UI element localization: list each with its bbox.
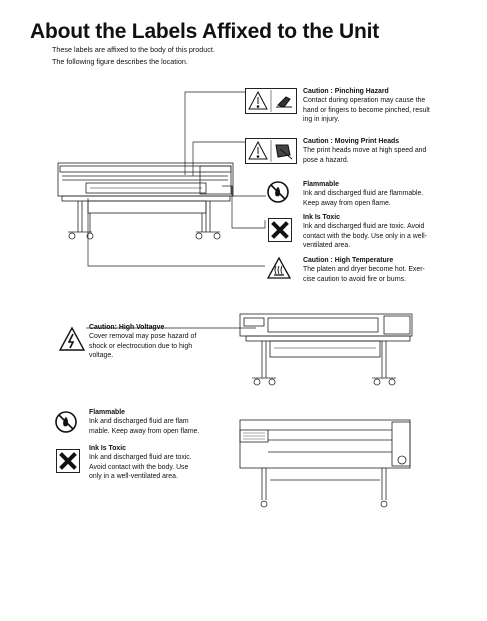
page-title: About the Labels Affixed to the Unit bbox=[30, 20, 380, 43]
label-line: Cover removal may pose hazard of bbox=[89, 333, 197, 341]
label-heading: Ink Is Toxic bbox=[303, 214, 341, 221]
label-heading: Caution : Pinching Hazard bbox=[303, 88, 389, 95]
label-line: Ink and discharged fluid are toxic. Avoid bbox=[303, 223, 425, 231]
moving-heads-icon bbox=[245, 138, 297, 164]
label-high-voltage bbox=[89, 323, 196, 360]
label-line: The print heads move at high speed and bbox=[303, 147, 427, 155]
printer-front-view bbox=[58, 163, 233, 239]
label-line: cise caution to avoid fire or burns. bbox=[303, 275, 407, 283]
label-line: Ink and discharged fluid are flammable. bbox=[303, 190, 424, 198]
label-line: pose a hazard. bbox=[303, 156, 349, 164]
label-line: only in a well-ventilated area. bbox=[89, 472, 178, 480]
label-line: Keep away from open flame. bbox=[303, 199, 391, 207]
label-heading: Ink Is Toxic bbox=[89, 445, 127, 452]
label-ink-is-toxic bbox=[303, 213, 427, 250]
label-line: mable. Keep away from open flame. bbox=[89, 427, 200, 435]
label-line: shock or electrocution due to high bbox=[89, 342, 193, 350]
label-pinching-hazard bbox=[303, 87, 430, 124]
high-temperature-icon bbox=[266, 256, 292, 280]
intro-line-2: The following figure describes the location. bbox=[52, 57, 188, 66]
toxic-x-icon bbox=[268, 218, 292, 242]
toxic-x-icon-bottom bbox=[56, 449, 80, 473]
high-voltage-icon bbox=[58, 326, 86, 352]
label-line: voltage. bbox=[89, 351, 114, 359]
label-line: ing in injury. bbox=[303, 115, 340, 123]
printer-rear-view bbox=[240, 420, 410, 507]
label-flammable-bottom bbox=[89, 408, 199, 436]
label-heading: Caution : Moving Print Heads bbox=[303, 138, 400, 145]
label-line: Ink and discharged fluid are flam bbox=[89, 418, 189, 426]
label-heading: Caution : High Temperature bbox=[303, 257, 394, 264]
no-flame-icon-bottom bbox=[54, 410, 78, 434]
label-ink-is-toxic-bottom bbox=[89, 444, 192, 481]
label-heading: Caution: High Voltagve bbox=[89, 324, 165, 331]
label-flammable bbox=[303, 180, 423, 208]
label-line: Contact during operation may cause the bbox=[303, 97, 426, 105]
printer-back-view bbox=[240, 314, 412, 385]
label-line: Ink and discharged fluid are toxic. bbox=[89, 454, 192, 462]
no-flame-icon bbox=[266, 180, 290, 204]
label-line: Avoid contact with the body. Use bbox=[89, 463, 189, 471]
label-line: contact with the body. Use only in a well- bbox=[303, 232, 427, 240]
label-heading: Flammable bbox=[89, 409, 125, 416]
label-moving-print-heads bbox=[303, 137, 426, 165]
label-high-temperature bbox=[303, 256, 425, 284]
intro-line-1: These labels are affixed to the body of this product. bbox=[52, 45, 215, 54]
label-heading: Flammable bbox=[303, 181, 339, 188]
label-line: The platen and dryer become hot. Exer- bbox=[303, 266, 425, 274]
label-line: ventilated area. bbox=[303, 241, 351, 249]
pinching-hazard-icon bbox=[245, 88, 297, 114]
label-line: hand or fingers to become pinched, result bbox=[303, 106, 430, 114]
